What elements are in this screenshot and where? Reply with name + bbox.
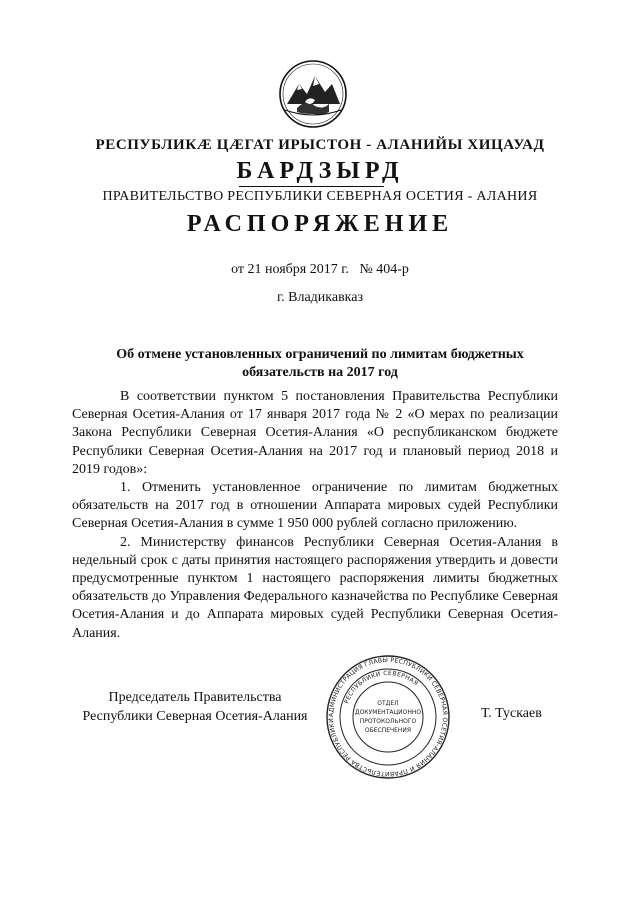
document-body (72, 388, 558, 643)
official-stamp (323, 655, 453, 780)
stamp-center-line1: ОТДЕЛ (377, 700, 399, 707)
signatory-name: Т. Тускаев (481, 706, 542, 721)
stamp-center-line3: ПРОТОКОЛЬНОГО (359, 718, 417, 725)
city: г. Владикавказ (276, 290, 364, 305)
coat-of-arms-emblem (277, 58, 349, 130)
document-title: Об отмене установленных ограничений по лимитам бюджетных обязательств на 2017 год (116, 347, 524, 380)
heading-divider (239, 186, 384, 187)
body-paragraph: В соответствии пунктом 5 постановления Правительства Республики Северная Осетия-Алания от 17 января 2017 года № 2 «О мерах по реализации Закона Республики Северная Осетия-Алания «О республиканском бюджете Республики Северная Осетия-Алания на 2017 год и плановый период 2018 и 2019 годов»: (72, 389, 558, 477)
body-paragraph: 2. Министерству финансов Республики Северная Осетия-Алания в недельный срок с даты принятия настоящего распоряжения утвердить и довести предусмотренные пунктом 1 настоящего распоряжения лимиты бюджетных обязательств до Управления Федерального казначейства по Республике Северная Осетия-Алания и до Аппарата мировых судей Республики Северная Осетия-Алания. (72, 534, 558, 641)
stamp-center-line4: ОБЕСПЕЧЕНИЯ (364, 727, 412, 734)
date-number-line (0, 262, 640, 278)
stamp-center-line2: ДОКУМЕНТАЦИОННО (354, 709, 422, 716)
body-paragraph: 1. Отменить установленное ограничение по лимитам бюджетных обязательств на 2017 год в отношении Аппарата мировых судей Республики Северная Осетия-Алания в сумме 1 950 000 рублей согласно приложению. (72, 480, 558, 532)
signatory-position-line2: Республики Северная Осетия-Алания (82, 709, 308, 724)
document-type-heading: РАСПОРЯЖЕНИЕ (186, 211, 454, 237)
government-heading: ПРАВИТЕЛЬСТВО РЕСПУБЛИКИ СЕВЕРНАЯ ОСЕТИЯ - АЛАНИЯ (102, 189, 538, 204)
stamp-inner-text: РЕСПУБЛИКИ СЕВЕРНАЯ (343, 669, 420, 705)
date-prefix: от (231, 262, 244, 277)
ossetian-government-heading: РЕСПУБЛИКӔ ЦӔГАТ ИРЫСТОН - АЛАНИЙЫ ХИЦАУАД (95, 137, 545, 153)
bardzyrd-heading: БАРДЗЫРД (236, 158, 404, 184)
signatory-position-line1: Председатель Правительства (108, 690, 282, 705)
signatory-position (70, 688, 320, 726)
document-date: 21 ноября 2017 г. (247, 262, 349, 277)
document-number: № 404-р (359, 262, 409, 277)
stamp-outer-text: АДМИНИСТРАЦИЯ ГЛАВЫ РЕСПУБЛИКИ СЕВЕРНАЯ ОСЕТИЯ-АЛАНИЯ И ПРАВИТЕЛЬСТВА РЕСПУБЛИКИ (327, 656, 449, 778)
